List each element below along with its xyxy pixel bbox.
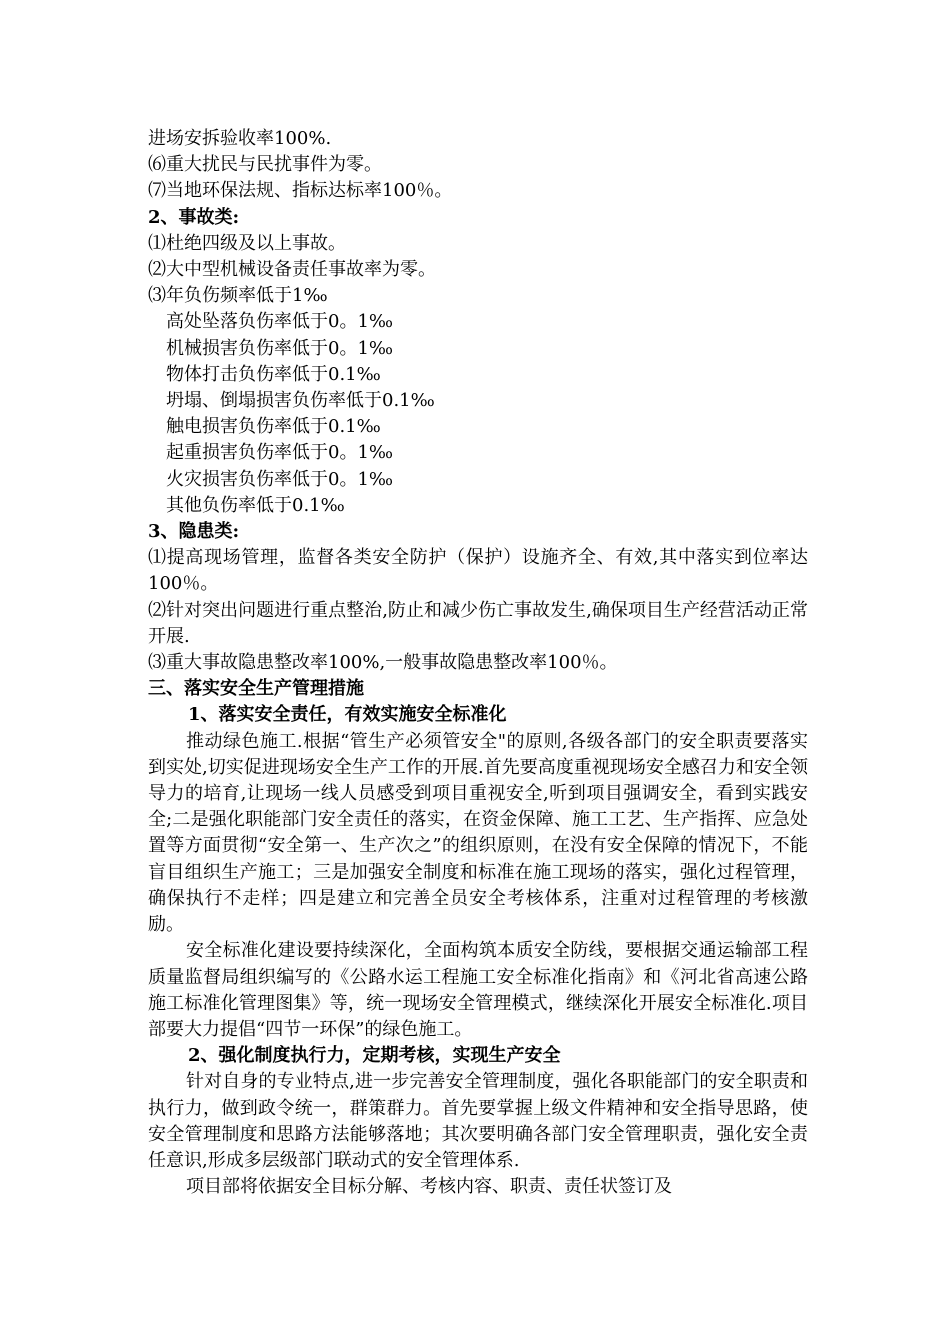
- sub-item: 坍塌、倒塌损害负伤率低于0.1‰: [166, 390, 435, 412]
- sub-item: 起重损害负伤率低于0。1‰: [166, 442, 394, 464]
- section-heading: 3、隐患类:: [148, 521, 240, 543]
- subsection-heading: 1、落实安全责任，有效实施安全标准化: [188, 704, 507, 726]
- list-item: ⑹重大扰民与民扰事件为零。: [148, 154, 382, 176]
- sub-item: 火灾损害负伤率低于0。1‰: [166, 468, 394, 490]
- list-item: ⑶年负伤频率低于1‰: [148, 285, 328, 307]
- list-item: ⑶重大事故隐患整改率100%,一般事故隐患整改率100％。: [148, 652, 618, 674]
- paragraph: 推动绿色施工.根据“管生产必须管安全"的原则,各级各部门的安全职责要落实到实处,切实促进现场安全生产工作的开展.首先要高度重视现场安全感召力和安全领导力的培育,让现场一线人员感受到项目重视安全,听到项目强调安全，看到实践安全;二是强化职能部门安全责任的落实，在资金保障、施工工艺、生产指挥、应急处置等方面贯彻“安全第一、生产次之”的组织原则，在没有安全保障的情况下，不能盲目组织生产施工；三是加强安全制度和标准在施工现场的落实，强化过程管理，确保执行不走样；四是建立和完善全员安全考核体系，注重对过程管理的考核激励。: [148, 730, 808, 936]
- list-item: ⑴提高现场管理，监督各类安全防护（保护）设施齐全、有效,其中落实到位率达100％。: [148, 547, 808, 595]
- list-item: ⑵大中型机械设备责任事故率为零。: [148, 259, 436, 281]
- list-item: 进场安拆验收率100%.: [148, 128, 332, 149]
- paragraph: 针对自身的专业特点,进一步完善安全管理制度，强化各职能部门的安全职责和执行力，做到政令统一，群策群力。首先要掌握上级文件精神和安全指导思路，使安全管理制度和思路方法能够落地；其次要明确各部门安全管理职责，强化安全责任意识,形成多层级部门联动式的安全管理体系.: [148, 1071, 808, 1171]
- list-item: ⑵针对突出问题进行重点整治,防止和减少伤亡事故发生,确保项目生产经营活动正常开展.: [148, 599, 808, 647]
- sub-item: 其他负伤率低于0.1‰: [166, 494, 345, 516]
- paragraph: 项目部将依据安全目标分解、考核内容、职责、责任状签订及: [186, 1176, 672, 1198]
- sub-item: 高处坠落负伤率低于0。1‰: [166, 311, 394, 333]
- section-heading: 2、事故类:: [148, 206, 240, 228]
- chapter-heading: 三、落实安全生产管理措施: [148, 678, 364, 700]
- document-body: [148, 126, 808, 1200]
- sub-item: 触电损害负伤率低于0.1‰: [166, 416, 381, 438]
- list-item: ⑺当地环保法规、指标达标率100％。: [148, 180, 453, 202]
- subsection-heading: 2、强化制度执行力，定期考核，实现生产安全: [188, 1045, 561, 1067]
- paragraph: 安全标准化建设要持续深化，全面构筑本质安全防线，要根据交通运输部工程质量监督局组织编写的《公路水运工程施工安全标准化指南》和《河北省高速公路施工标准化管理图集》等，统一现场安全管理模式，继续深化开展安全标准化.项目部要大力提倡“四节一环保”的绿色施工。: [148, 940, 808, 1040]
- sub-item: 物体打击负伤率低于0.1‰: [166, 363, 381, 385]
- list-item: ⑴杜绝四级及以上事故。: [148, 232, 346, 254]
- sub-item: 机械损害负伤率低于0。1‰: [166, 337, 394, 359]
